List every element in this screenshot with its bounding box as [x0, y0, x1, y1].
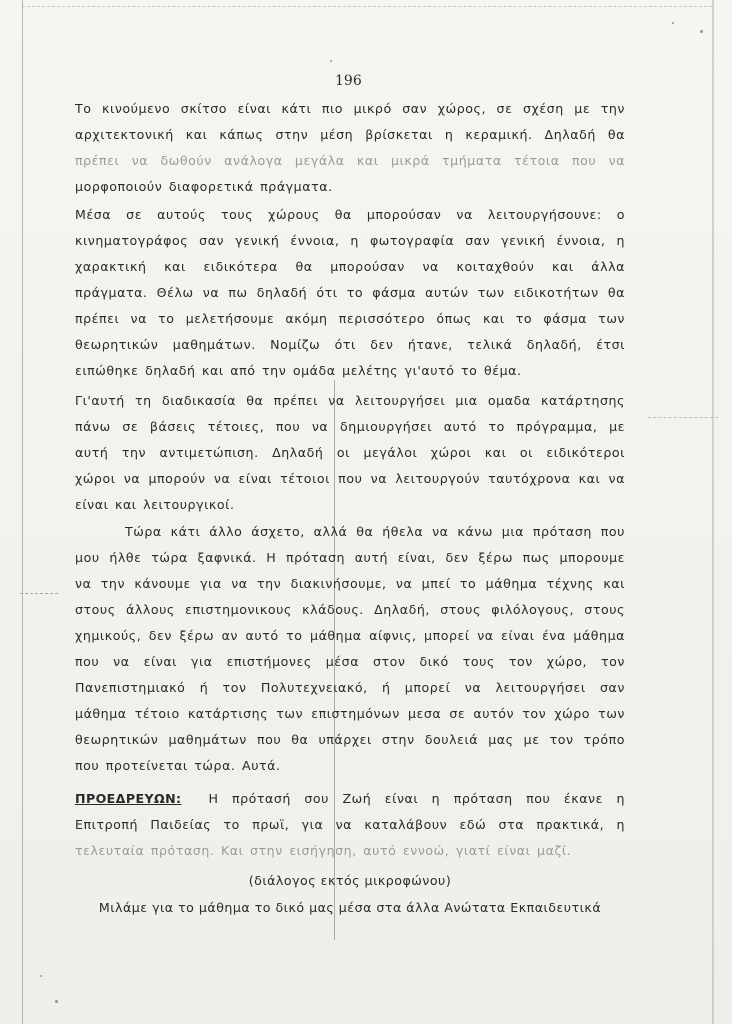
- text-line: θεωρητικών μαθημάτων που θα υπάρχει στην δουλειά μας με τον τρόπο: [75, 732, 625, 747]
- text-line: χαρακτική και ειδικότερα θα μπορούσαν να κοιταχθούν και άλλα: [75, 259, 625, 274]
- text-line: μάθημα τέτοιο κατάρτισης των επιστημόνων μεσα σε αυτόν τον χώρο των: [75, 706, 625, 721]
- text-line: πρέπει να το μελετήσουμε ακόμη περισσότερο όπως και το φάσμα των: [75, 311, 625, 326]
- text-line: μου ήλθε τώρα ξαφνικά. Η πρόταση αυτή είναι, δεν ξέρω πως μπορουμε: [75, 550, 625, 565]
- paragraph-1: [75, 96, 625, 200]
- text-line: Γι'αυτή τη διαδικασία θα πρέπει να λειτουργήσει μια ομαδα κατάρτησης: [75, 393, 625, 408]
- right-page-edge: [712, 0, 714, 1024]
- text-line: στους άλλους επιστημονικους κλάδους. Δηλαδή, στους φιλόλογους, στους: [75, 602, 625, 617]
- text-line: Επιτροπή Παιδείας το πρωϊ, για να καταλάβουν εδώ στα πρακτικά, η: [75, 817, 625, 832]
- scan-speck: [40, 975, 42, 977]
- paragraph-4: [75, 519, 625, 779]
- stage-direction: (διάλογος εκτός μικροφώνου): [248, 873, 452, 888]
- text-line: αυτή την αντιμετώπιση. Δηλαδή οι μεγάλοι χώροι και οι ειδικότεροι: [75, 445, 625, 460]
- speaker-line-text: Η πρότασή σου Ζωή είναι η πρόταση που έκανε η: [208, 791, 625, 806]
- text-line: Μέσα σε αυτούς τους χώρους θα μπορούσαν να λειτουργήσουνε: ο: [75, 207, 625, 222]
- text-line: αρχιτεκτονική και κάπως στην μέση βρίσκεται η κεραμική. Δηλαδή θα: [75, 127, 625, 142]
- left-scan-mark: [20, 593, 58, 595]
- text-line: ειπώθηκε δηλαδή και από την ομάδα μελέτης γι'αυτό το θέμα.: [75, 363, 522, 378]
- paragraph-5: [75, 786, 625, 864]
- last-line: Μιλάμε για το μάθημα το δικό μας μέσα στα άλλα Ανώτατα Εκπαιδευτικά: [98, 900, 602, 915]
- paragraph-2: [75, 202, 625, 384]
- text-line: που να είναι για επιστήμονες μέσα στον δικό τους τον χώρο, τον: [75, 654, 625, 669]
- right-scan-mark: [648, 417, 718, 419]
- text-line: χώροι να μπορούν να είναι τέτοιοι που να λειτουργούν ταυτόχρονα και να: [75, 471, 625, 486]
- text-line: [75, 786, 625, 812]
- text-line: χημικούς, δεν ξέρω αν αυτό το μάθημα αίφνις, μπορεί να είναι ένα μάθημα: [75, 628, 625, 643]
- text-line: μορφοποιούν διαφορετικά πράγματα.: [75, 179, 333, 194]
- text-line: πράγματα. Θέλω να πω δηλαδή ότι το φάσμα αυτών των ειδικοτήτων θα: [75, 285, 625, 300]
- text-line: είναι και λειτουργικοί.: [75, 497, 235, 512]
- text-line: πάνω σε βάσεις τέτοιες, που να δημιουργήσει αυτό το πρόγραμμα, με: [75, 419, 625, 434]
- page-number: 196: [335, 73, 362, 89]
- text-line: θεωρητικών μαθημάτων. Νομίζω ότι δεν ήτανε, τελικά δηλαδή, έτσι: [75, 337, 625, 352]
- text-line: Πανεπιστημιακό ή τον Πολυτεχνειακό, ή μπορεί να λειτουργήσει σαν: [75, 680, 625, 695]
- text-line: Το κινούμενο σκίτσο είναι κάτι πιο μικρό σαν χώρος, σε σχέση με την: [75, 101, 625, 116]
- scan-speck: [700, 30, 703, 33]
- paragraph-3: [75, 388, 625, 518]
- left-page-edge: [22, 0, 23, 1024]
- top-page-edge: [22, 6, 712, 8]
- text-line: κινηματογράφος σαν γενική έννοια, η φωτογραφία σαν γενική έννοια, η: [75, 233, 625, 248]
- text-line: Τώρα κάτι άλλο άσχετο, αλλά θα ήθελα να κάνω μια πρόταση που: [125, 524, 625, 539]
- text-line: τελευταία πρόταση. Και στην εισήγηση, αυτό εννοώ, γιατί είναι μαζί.: [75, 843, 572, 858]
- text-line: πρέπει να δωθούν ανάλογα μεγάλα και μικρά τμήματα τέτοια που να: [75, 153, 625, 168]
- scan-speck: [672, 22, 674, 24]
- text-line: που προτείνεται τώρα. Αυτά.: [75, 758, 281, 773]
- speaker-label: ΠΡΟΕΔΡΕΥΩΝ:: [75, 791, 182, 806]
- text-line: να την κάνουμε για να την διακινήσουμε, να μπεί το μάθημα τέχνης και: [75, 576, 625, 591]
- scan-speck: [55, 1000, 58, 1003]
- scan-speck: [330, 60, 332, 62]
